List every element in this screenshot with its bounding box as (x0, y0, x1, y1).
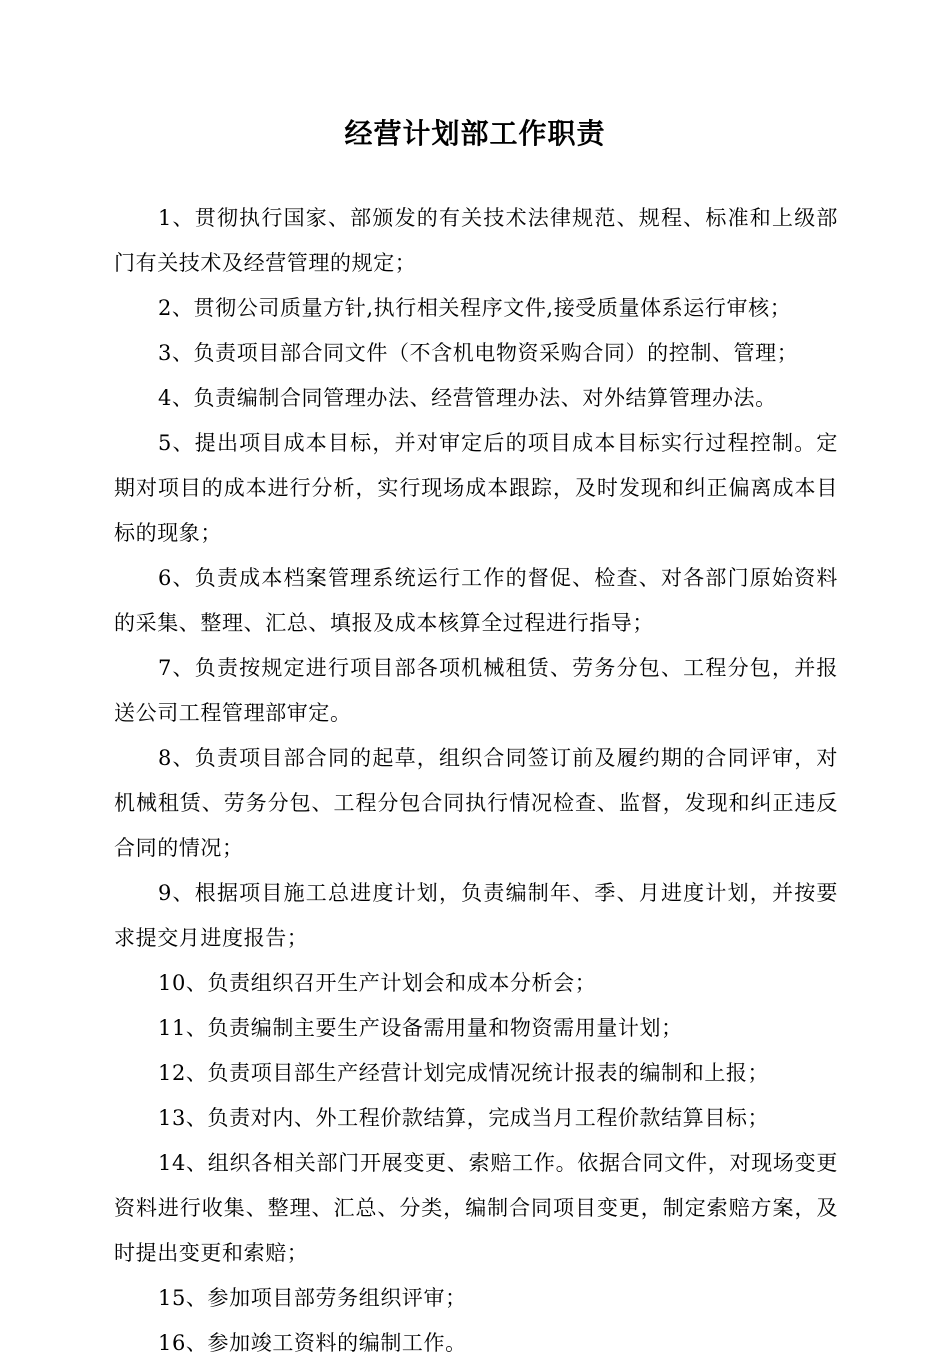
duty-item-11: 11、负责编制主要生产设备需用量和物资需用量计划； (158, 1016, 683, 1040)
duty-item-15: 15、参加项目部劳务组织评审； (158, 1286, 467, 1310)
duty-item-13: 13、负责对内、外工程价款结算，完成当月工程价款结算目标； (158, 1106, 770, 1130)
duty-list (114, 196, 838, 1366)
duty-item-8: 8、负责项目部合同的起草，组织合同签订前及履约期的合同评审，对机械租赁、劳务分包、工程分包合同执行情况检查、监督，发现和纠正违反合同的情况； (114, 746, 838, 860)
duty-item-9: 9、根据项目施工总进度计划，负责编制年、季、月进度计划，并按要求提交月进度报告； (114, 881, 838, 950)
duty-item-12: 12、负责项目部生产经营计划完成情况统计报表的编制和上报； (158, 1061, 770, 1085)
duty-item-7: 7、负责按规定进行项目部各项机械租赁、劳务分包、工程分包，并报送公司工程管理部审定。 (114, 656, 838, 725)
duty-item-3: 3、负责项目部合同文件（不含机电物资采购合同）的控制、管理； (158, 341, 799, 365)
duty-item-1: 1、贯彻执行国家、部颁发的有关技术法律规范、规程、标准和上级部门有关技术及经营管理的规定； (114, 206, 838, 275)
document-title: 经营计划部工作职责 (344, 117, 606, 150)
duty-item-10: 10、负责组织召开生产计划会和成本分析会； (158, 971, 597, 995)
duty-item-14: 14、组织各相关部门开展变更、索赔工作。依据合同文件，对现场变更资料进行收集、整理、汇总、分类，编制合同项目变更，制定索赔方案，及时提出变更和索赔； (114, 1151, 838, 1265)
duty-item-4: 4、负责编制合同管理办法、经营管理办法、对外结算管理办法。 (158, 386, 777, 410)
duty-item-6: 6、负责成本档案管理系统运行工作的督促、检查、对各部门原始资料的采集、整理、汇总、填报及成本核算全过程进行指导； (114, 566, 838, 635)
duty-item-5: 5、提出项目成本目标，并对审定后的项目成本目标实行过程控制。定期对项目的成本进行分析，实行现场成本跟踪，及时发现和纠正偏离成本目标的现象； (114, 431, 838, 545)
duty-item-2: 2、贯彻公司质量方针,执行相关程序文件,接受质量体系运行审核； (158, 296, 792, 320)
duty-item-16: 16、参加竣工资料的编制工作。 (158, 1331, 467, 1355)
